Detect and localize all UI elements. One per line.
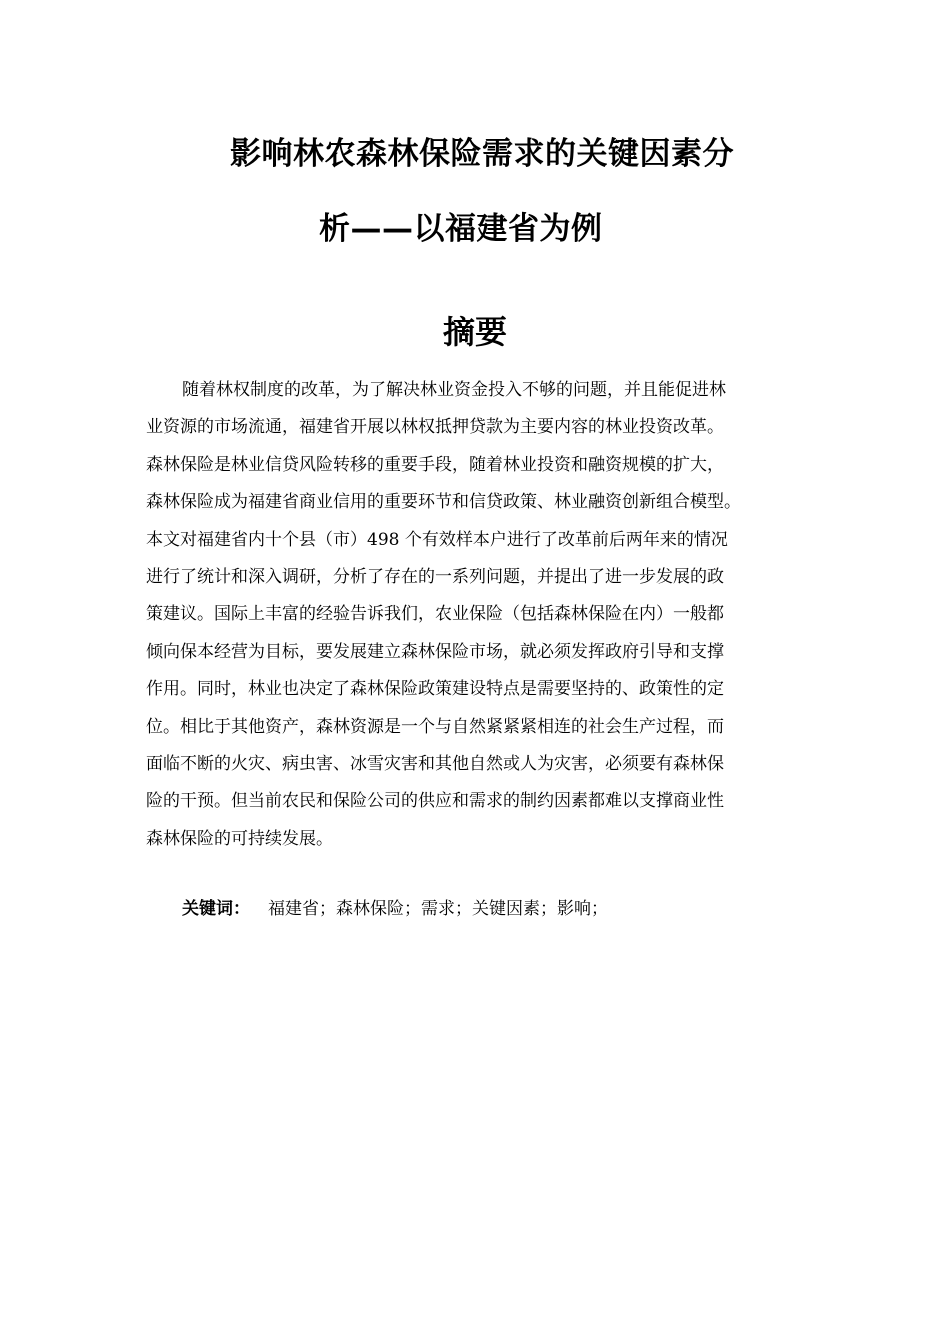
abstract-line: 面临不断的火灾、病虫害、冰雪灾害和其他自然或人为灾害，必须要有森林保 <box>146 753 724 774</box>
abstract-line: 策建议。国际上丰富的经验告诉我们，农业保险（包括森林保险在内）一般都 <box>146 604 724 625</box>
abstract-line: 随着林权制度的改革，为了解决林业资金投入不够的问题，并且能促进林 <box>182 380 726 400</box>
title-line-1: 影响林农森林保险需求的关键因素分 <box>230 136 734 172</box>
abstract-line: 业资源的市场流通，福建省开展以林权抵押贷款为主要内容的林业投资改革。 <box>146 417 724 438</box>
abstract-body <box>146 372 826 858</box>
abstract-line: 森林保险的可持续发展。 <box>146 828 333 849</box>
keywords-label: 关键词： <box>182 899 250 919</box>
abstract-line: 进行了统计和深入调研，分析了存在的一系列问题，并提出了进一步发展的政 <box>146 566 724 587</box>
abstract-line: 险的干预。但当前农民和保险公司的供应和需求的制约因素都难以支撑商业性 <box>146 791 724 812</box>
abstract-line: 位。相比于其他资产，森林资源是一个与自然紧紧紧相连的社会生产过程，而 <box>146 716 724 737</box>
abstract-line: 森林保险成为福建省商业信用的重要环节和信贷政策、林业融资创新组合模型。 <box>146 492 741 513</box>
abstract-line: 本文对福建省内十个县（市）498 个有效样本户进行了改革前后两年来的情况 <box>146 529 728 550</box>
abstract-heading: 摘要 <box>442 313 507 351</box>
abstract-line: 森林保险是林业信贷风险转移的重要手段，随着林业投资和融资规模的扩大， <box>146 454 724 475</box>
abstract-line: 倾向保本经营为目标，要发展建立森林保险市场，就必须发挥政府引导和支撑 <box>146 641 724 662</box>
title-line-2: 析——以福建省为例 <box>319 211 603 247</box>
keywords-value: 福建省；森林保险；需求；关键因素；影响； <box>268 899 608 919</box>
abstract-line: 作用。同时，林业也决定了森林保险政策建设特点是需要坚持的、政策性的定 <box>146 679 724 700</box>
keywords <box>182 894 608 924</box>
